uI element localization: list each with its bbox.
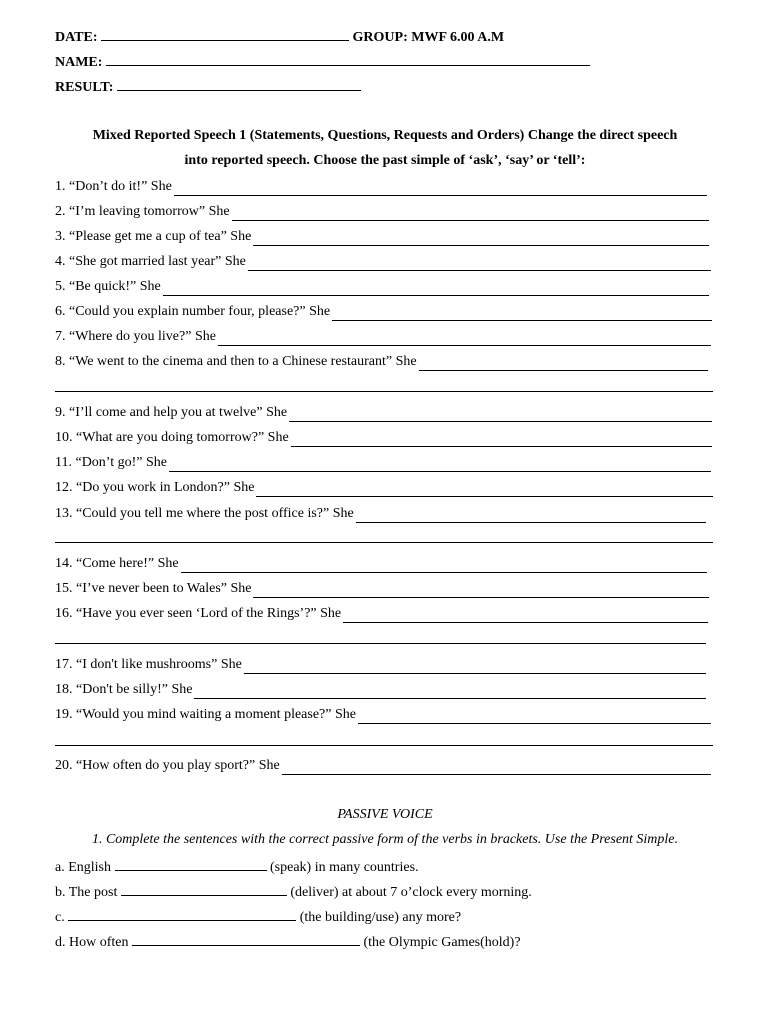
- answer-line[interactable]: [181, 559, 707, 573]
- answer-line[interactable]: [289, 408, 712, 422]
- passive-instruction: 1. Complete the sentences with the correct passive form of the verbs in brackets. Use the Present Simple.: [91, 832, 679, 847]
- date-label: DATE:: [55, 30, 98, 45]
- question-text: 2. “I’m leaving tomorrow” She: [55, 204, 230, 219]
- question-text: 7. “Where do you live?” She: [55, 329, 216, 344]
- answer-line[interactable]: [218, 332, 711, 346]
- question-text: 1. “Don’t do it!” She: [55, 179, 172, 194]
- passive-a-end: (speak) in many countries.: [270, 860, 419, 875]
- question-row: [55, 429, 712, 447]
- answer-line[interactable]: [332, 307, 712, 321]
- question-row: [55, 757, 711, 775]
- answer-continuation-line[interactable]: [55, 643, 706, 644]
- question-row: [55, 555, 707, 573]
- question-text: 19. “Would you mind waiting a moment please?” She: [55, 707, 356, 722]
- question-text: 4. “She got married last year” She: [55, 254, 246, 269]
- question-row: [55, 404, 712, 422]
- answer-line[interactable]: [253, 232, 709, 246]
- group-label: GROUP: MWF 6.00 A.M: [352, 30, 505, 45]
- answer-continuation-line[interactable]: [55, 542, 713, 543]
- answer-line[interactable]: [248, 257, 711, 271]
- question-text: 8. “We went to the cinema and then to a Chinese restaurant” She: [55, 354, 417, 369]
- answer-line[interactable]: [291, 433, 712, 447]
- result-label: RESULT:: [55, 80, 114, 95]
- passive-item-a: [55, 857, 419, 877]
- answer-line[interactable]: [356, 509, 706, 523]
- question-row: [55, 328, 711, 346]
- question-row: [55, 479, 713, 497]
- question-row: [55, 605, 708, 623]
- exercise-title-line1: Mixed Reported Speech 1 (Statements, Questions, Requests and Orders) Change the direct speech: [92, 128, 678, 143]
- passive-c-start: c.: [55, 910, 65, 925]
- answer-continuation-line[interactable]: [55, 745, 713, 746]
- name-blank[interactable]: [106, 52, 590, 66]
- passive-c-end: (the building/use) any more?: [299, 910, 462, 925]
- question-row: [55, 253, 711, 271]
- answer-line[interactable]: [256, 483, 713, 497]
- answer-line[interactable]: [419, 357, 708, 371]
- name-label: NAME:: [55, 55, 103, 70]
- passive-d-start: d. How often: [55, 935, 129, 950]
- answer-line[interactable]: [232, 207, 709, 221]
- passive-item-d: [55, 932, 521, 952]
- answer-line[interactable]: [169, 458, 711, 472]
- answer-line[interactable]: [253, 584, 709, 598]
- question-text: 16. “Have you ever seen ‘Lord of the Rings’?” She: [55, 606, 342, 621]
- question-text: 12. “Do you work in London?” She: [55, 480, 255, 495]
- question-text: 18. “Don't be silly!” She: [55, 682, 193, 697]
- question-text: 15. “I’ve never been to Wales” She: [55, 581, 252, 596]
- passive-item-c: [55, 907, 461, 927]
- question-text: 14. “Come here!” She: [55, 556, 179, 571]
- question-row: [55, 656, 706, 674]
- answer-line[interactable]: [358, 710, 711, 724]
- exercise-title-line2: into reported speech. Choose the past simple of ‘ask’, ‘say’ or ‘tell’:: [184, 153, 586, 168]
- date-line: [55, 27, 504, 47]
- question-text: 9. “I’ll come and help you at twelve” She: [55, 405, 288, 420]
- result-blank[interactable]: [117, 77, 361, 91]
- passive-a-blank[interactable]: [115, 857, 267, 871]
- question-text: 10. “What are you doing tomorrow?” She: [55, 430, 289, 445]
- passive-b-end: (deliver) at about 7 o’clock every morning.: [290, 885, 532, 900]
- question-row: [55, 178, 707, 196]
- question-row: [55, 203, 709, 221]
- name-line: [55, 52, 590, 72]
- passive-item-b: [55, 882, 532, 902]
- question-row: [55, 278, 709, 296]
- question-row: [55, 580, 709, 598]
- question-text: 13. “Could you tell me where the post office is?” She: [55, 506, 354, 521]
- question-row: [55, 505, 706, 523]
- passive-voice-title: PASSIVE VOICE: [337, 807, 433, 822]
- answer-line[interactable]: [244, 660, 706, 674]
- passive-d-end: (the Olympic Games(hold)?: [363, 935, 521, 950]
- question-text: 17. “I don't like mushrooms” She: [55, 657, 242, 672]
- date-blank[interactable]: [101, 27, 349, 41]
- passive-b-start: b. The post: [55, 885, 118, 900]
- question-row: [55, 706, 711, 724]
- answer-line[interactable]: [343, 609, 708, 623]
- question-text: 11. “Don’t go!” She: [55, 455, 167, 470]
- question-row: [55, 228, 709, 246]
- question-row: [55, 454, 711, 472]
- question-text: 3. “Please get me a cup of tea” She: [55, 229, 252, 244]
- question-row: [55, 303, 712, 321]
- answer-line[interactable]: [163, 282, 709, 296]
- question-text: 6. “Could you explain number four, please?” She: [55, 304, 331, 319]
- question-row: [55, 681, 706, 699]
- answer-continuation-line[interactable]: [55, 391, 713, 392]
- answer-line[interactable]: [174, 182, 707, 196]
- passive-d-blank[interactable]: [132, 932, 360, 946]
- passive-a-start: a. English: [55, 860, 111, 875]
- question-text: 5. “Be quick!” She: [55, 279, 161, 294]
- answer-line[interactable]: [282, 761, 711, 775]
- passive-b-blank[interactable]: [121, 882, 287, 896]
- answer-line[interactable]: [194, 685, 706, 699]
- question-text: 20. “How often do you play sport?” She: [55, 758, 280, 773]
- result-line: [55, 77, 361, 97]
- passive-c-blank[interactable]: [68, 907, 296, 921]
- question-row: [55, 353, 708, 371]
